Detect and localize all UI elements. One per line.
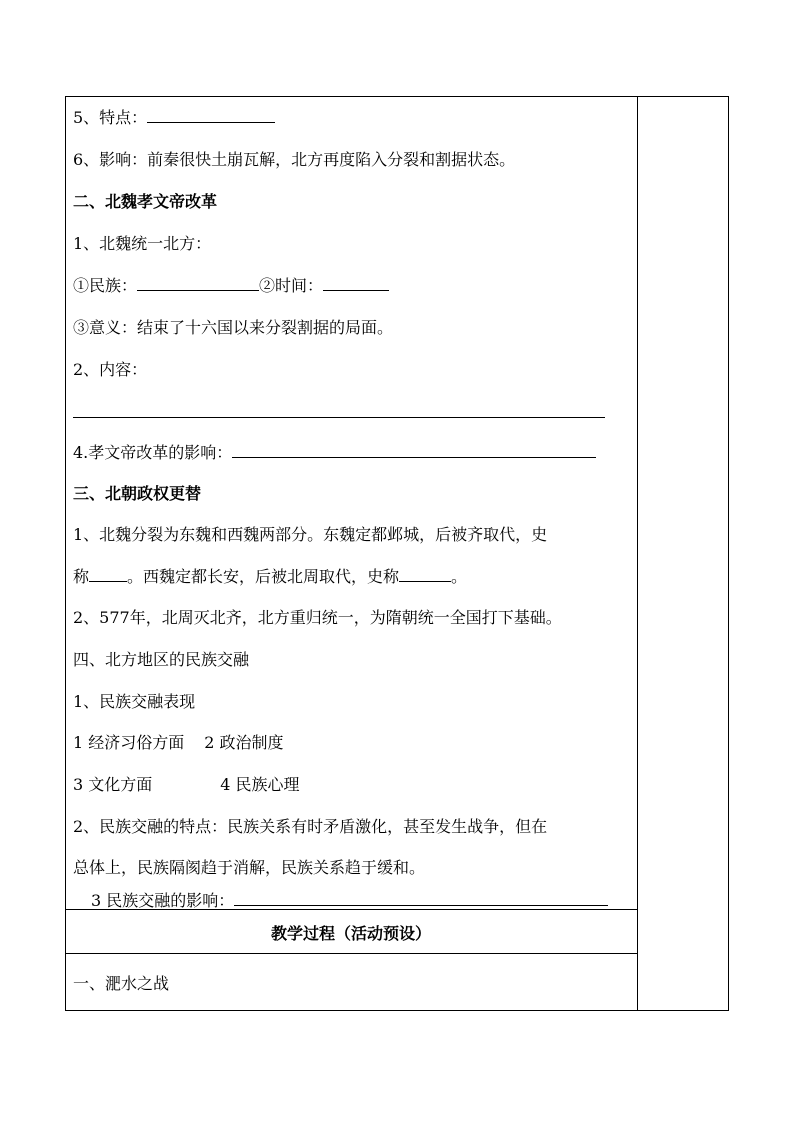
unify-north-line: 1、北魏统一北方： — [73, 234, 212, 253]
reunify-line: 2、577年，北周灭北齐，北方重归统一，为隋朝统一全国打下基础。 — [73, 608, 562, 627]
fusion-expression-line: 1、民族交融表现 — [73, 692, 196, 711]
section-heading-2: 二、北魏孝文帝改革 — [73, 192, 218, 211]
battle-line: 一、淝水之战 — [73, 974, 170, 993]
blank-reform-impact[interactable] — [232, 443, 596, 458]
blank-fusion-impact[interactable] — [234, 891, 608, 906]
row-divider — [66, 953, 638, 954]
fusion-impact-line: 3 民族交融的影响： — [91, 891, 608, 911]
fusion-feature-line-2: 总体上，民族隔阂趋于消解，民族关系趋于缓和。 — [73, 858, 426, 877]
split-line: 1、北魏分裂为东魏和西魏两部分。东魏定都邺城，后被齐取代，史 — [73, 525, 548, 544]
section-heading-4: 四、北方地区的民族交融 — [73, 650, 250, 669]
reform-impact-line: 4.孝文帝改革的影响： — [73, 443, 596, 463]
section-heading-3: 三、北朝政权更替 — [73, 484, 202, 503]
blank-ethnic[interactable] — [137, 276, 259, 291]
blank-feature[interactable] — [147, 108, 275, 123]
significance-line: ③意义：结束了十六国以来分裂割据的局面。 — [73, 318, 394, 337]
aspects-line-2: 3 文化方面 4 民族心理 — [73, 775, 300, 794]
impact-line: 6、影响：前秦很快土崩瓦解，北方再度陷入分裂和割据状态。 — [73, 150, 516, 169]
ethnic-time-line: ①民族： ②时间： — [73, 276, 389, 296]
blank-west[interactable] — [399, 567, 451, 582]
blank-content-rule[interactable] — [73, 417, 605, 418]
aspects-line-1: 1 经济习俗方面 2 政治制度 — [73, 733, 284, 752]
historian-line: 称 。西魏定都长安，后被北周取代，史称 。 — [73, 567, 468, 586]
content-line: 2、内容： — [73, 360, 148, 379]
column-divider — [637, 97, 638, 1010]
section-header: 教学过程（活动预设） — [270, 924, 431, 943]
blank-east[interactable] — [89, 567, 127, 582]
fusion-feature-line: 2、民族交融的特点：民族关系有时矛盾激化，甚至发生战争，但在 — [73, 817, 548, 836]
blank-time[interactable] — [323, 276, 389, 291]
feature-line: 5、特点： — [73, 108, 275, 128]
